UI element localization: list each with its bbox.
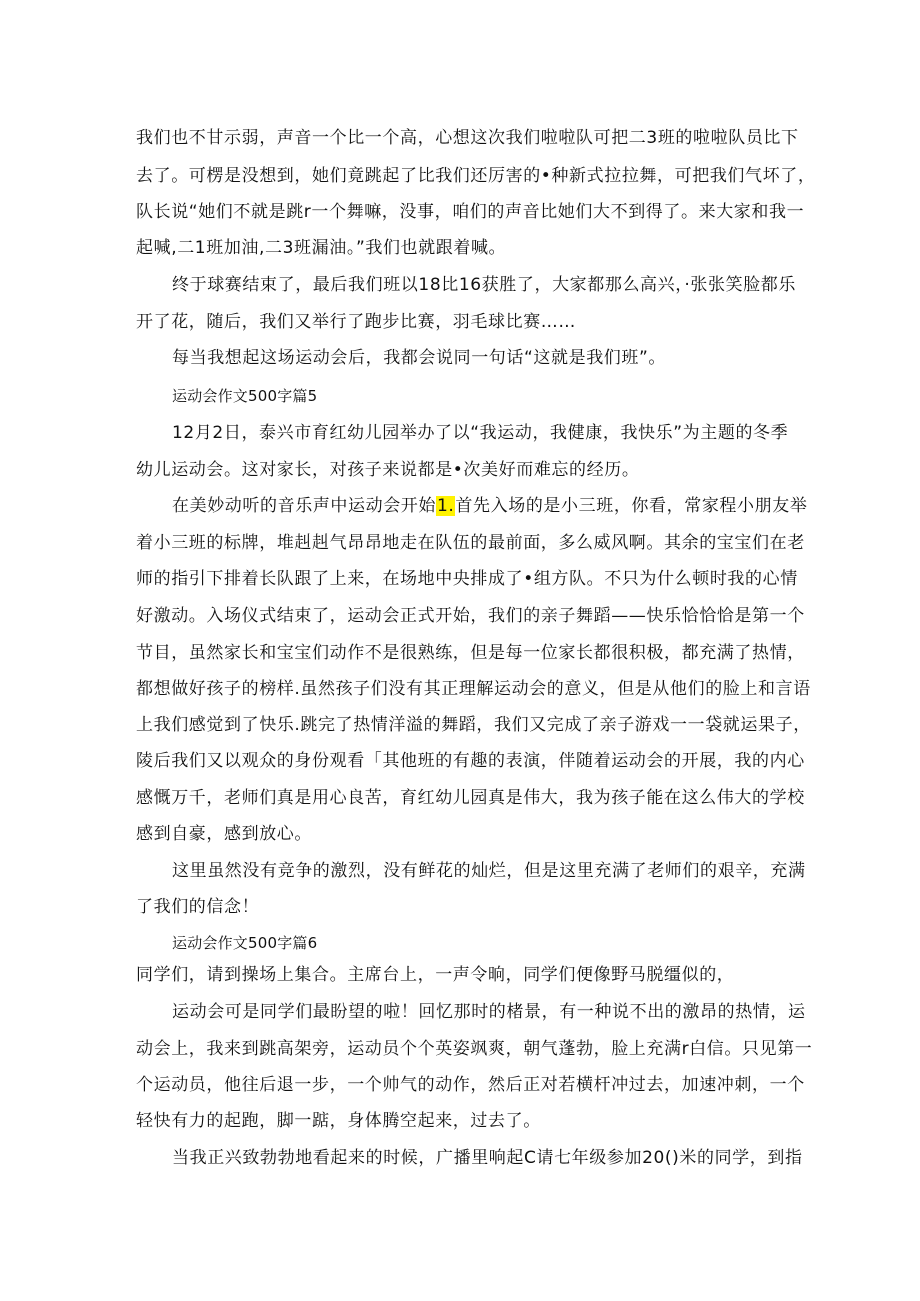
text-line: 感到自豪，感到放心。 xyxy=(136,824,312,844)
text-line: 12月2日，泰兴市育红幼儿园举办了以“我运动，我健康，我快乐”为主题的冬季 xyxy=(172,423,789,443)
section-heading: 运动会作文500字篇5 xyxy=(172,387,318,405)
text-line: 队长说“她们不就是跳r一个舞嘛，没事，咱们的声音比她们大不到得了。来大家和我一 xyxy=(136,202,805,222)
text-line: 开了花，随后，我们又举行了跑步比赛，羽毛球比赛…… xyxy=(136,312,576,332)
text-line: 幼儿运动会。这对家长，对孩子来说都是•次美好而难忘的经历。 xyxy=(136,460,640,480)
text-line: 运动会可是同学们最盼望的啦！回忆那时的楮景，有一种说不出的激昂的热情，运 xyxy=(172,1002,806,1022)
text-line: 好激动。入场仪式结束了，运动会正式开始，我们的亲子舞蹈——快乐恰恰恰是第一个 xyxy=(136,606,805,626)
text-segment: 首先入场的是小三班，你看，常家程小朋友举 xyxy=(455,496,808,516)
text-line: 陵后我们又以观众的身份观看「其他班的有趣的表演，伴随着运动会的开展，我的内心 xyxy=(136,751,805,771)
section-heading: 运动会作文500字篇6 xyxy=(172,934,318,952)
text-line: 轻快有力的起跑，脚一踮，身体腾空起来，过去了。 xyxy=(136,1111,541,1131)
text-line: 个运动员，他往后退一步，一个帅气的动作，然后正对若横杆冲过去，加速冲刺，一个 xyxy=(136,1075,805,1095)
text-line: 这里虽然没有竞争的激烈，没有鲜花的灿烂，但是这里充满了老师们的艰辛，充满 xyxy=(172,861,806,881)
text-line: 师的指引下排着长队跟了上来，在场地中央排成了•组方队。不只为什么顿时我的心情 xyxy=(136,569,798,589)
highlighted-text: 1. xyxy=(437,496,455,516)
text-line: 节目，虽然家长和宝宝们动作不是很熟练，但是每一位家长都很积极，都充满了热情， xyxy=(136,643,805,663)
text-line: 当我正兴致勃勃地看起来的时候，广播里响起C请七年级参加20()米的同学，到指 xyxy=(172,1148,803,1168)
text-segment: 在美妙动听的音乐声中运动会开始 xyxy=(172,496,436,516)
text-line: 我们也不甘示弱，声音一个比一个高，心想这次我们啦啦队可把二3班的啦啦队员比下 xyxy=(136,128,799,148)
text-line: 终于球赛结束了，最后我们班以18比16获胜了，大家都那么高兴，·张张笑脸都乐 xyxy=(172,275,796,295)
text-line: 了我们的信念！ xyxy=(136,897,260,917)
text-line: 着小三班的标牌，堆赳赳气昂昂地走在队伍的最前面，多么威风啊。其余的宝宝们在老 xyxy=(136,533,805,553)
text-line: 都想做好孩子的榜样.虽然孩子们没有其正理解运动会的意义，但是从他们的脸上和言语 xyxy=(136,679,811,699)
text-line: 去了。可楞是没想到，她们竟跳起了比我们还厉害的•种新式拉拉舞，可把我们气坏了， xyxy=(136,166,816,186)
text-line: 每当我想起这场运动会后，我都会说同一句话“这就是我们班”。 xyxy=(172,348,667,368)
text-line: 动会上，我来到跳高架旁，运动员个个英姿飒爽，朝气蓬勃，脸上充满r白信。只见第一 xyxy=(136,1039,813,1059)
text-line: 起喊,二1班加油,二3班漏油。”我们也就跟着喊。 xyxy=(136,238,507,258)
text-line xyxy=(172,494,807,520)
text-line: 感慨万千，老师们真是用心良苦，育红幼儿园真是伟大，我为孩子能在这么伟大的学校 xyxy=(136,788,805,808)
text-line: 上我们感觉到了快乐.跳完了热情洋溢的舞蹈，我们又完成了亲子游戏一一袋就运果子， xyxy=(136,715,811,735)
text-line: 同学们，请到操场上集合。主席台上，一声令晌，同学们便像野马脱缰似的， xyxy=(136,965,735,985)
